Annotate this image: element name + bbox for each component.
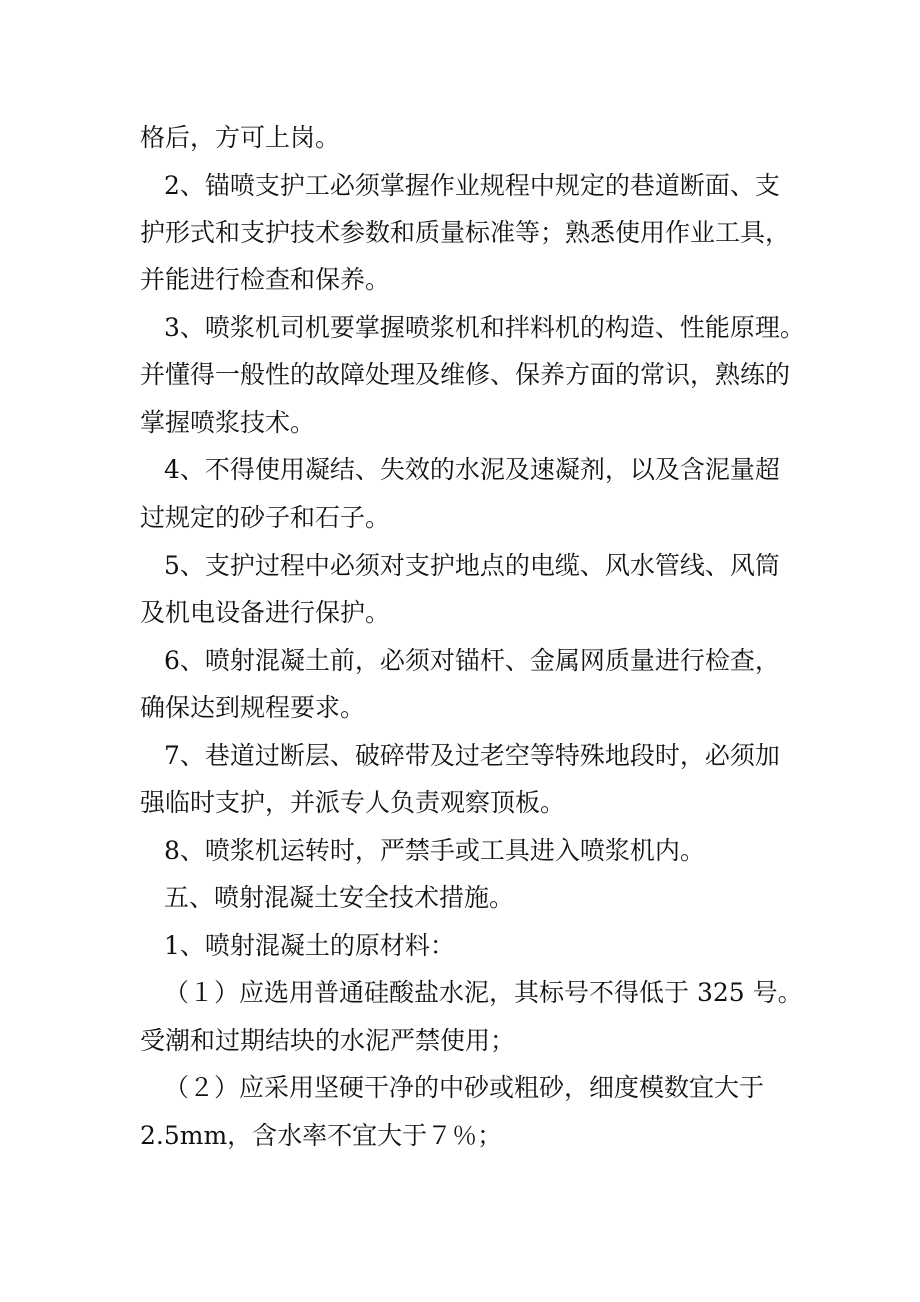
text-line: 强临时支护，并派专人负责观察顶板。 xyxy=(140,788,566,817)
text-line: 并能进行检查和保养。 xyxy=(140,265,391,294)
text-line: 并懂得一般性的故障处理及维修、保养方面的常识，熟练的 xyxy=(140,360,791,389)
text-line: 格后，方可上岗。 xyxy=(140,123,341,152)
text-line: 3、喷浆机司机要掌握喷浆机和拌料机的构造、性能原理。 xyxy=(164,313,805,342)
text-line: 2.5mm，含水率不宜大于７％； xyxy=(140,1121,503,1150)
text-line: （２）应采用坚硬干净的中砂或粗砂，细度模数宜大于 xyxy=(164,1073,765,1102)
text-line: 2、锚喷支护工必须掌握作业规程中规定的巷道断面、支 xyxy=(164,171,780,200)
text-line: 1、喷射混凝土的原材料： xyxy=(164,931,455,960)
text-line: 7、巷道过断层、破碎带及过老空等特殊地段时，必须加 xyxy=(164,741,780,770)
text-line: 6、喷射混凝土前，必须对锚杆、金属网质量进行检查， xyxy=(164,646,780,675)
text-line: 受潮和过期结块的水泥严禁使用； xyxy=(140,1026,516,1055)
text-line: 掌握喷浆技术。 xyxy=(140,408,316,437)
section-heading: 五、喷射混凝土安全技术措施。 xyxy=(164,883,515,912)
text-line: 及机电设备进行保护。 xyxy=(140,598,391,627)
text-line: 过规定的砂子和石子。 xyxy=(140,503,391,532)
text-line: （１）应选用普通硅酸盐水泥，其标号不得低于 325 号。 xyxy=(164,978,803,1007)
text-line: 确保达到规程要求。 xyxy=(140,693,366,722)
text-line: 8、喷浆机运转时，严禁手或工具进入喷浆机内。 xyxy=(164,836,705,865)
text-line: 5、支护过程中必须对支护地点的电缆、风水管线、风筒 xyxy=(164,551,780,580)
text-line: 4、不得使用凝结、失效的水泥及速凝剂，以及含泥量超 xyxy=(164,455,780,484)
text-line: 护形式和支护技术参数和质量标准等；熟悉使用作业工具， xyxy=(140,218,791,247)
